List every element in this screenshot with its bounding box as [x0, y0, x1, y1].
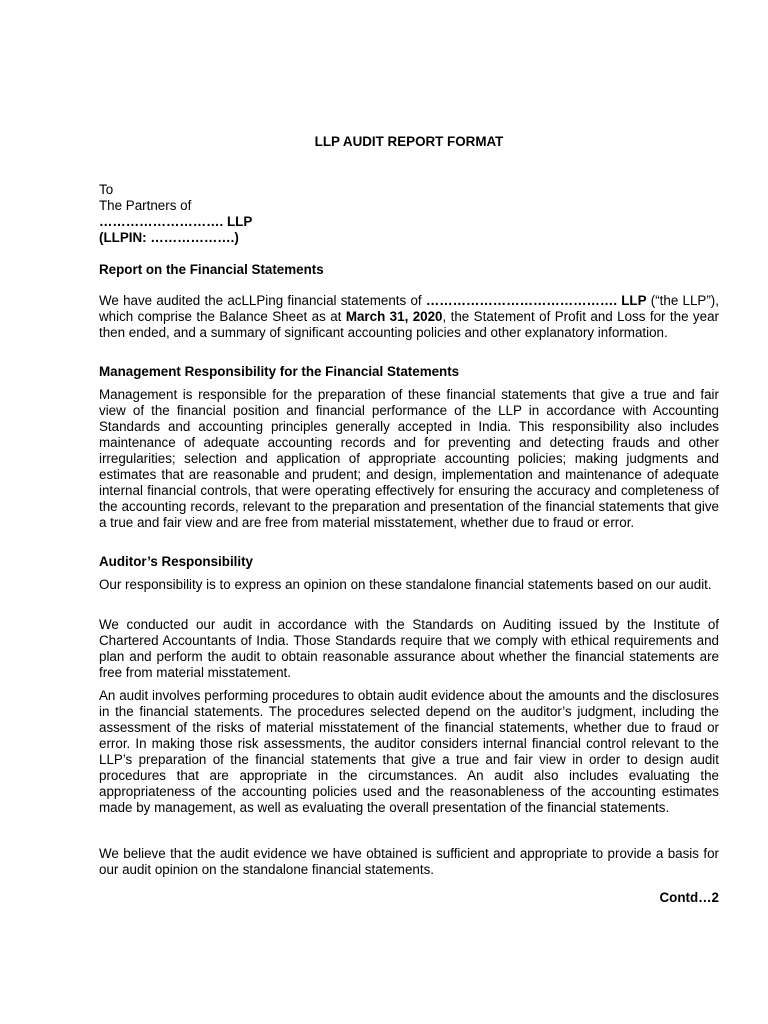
report-intro-text-1: We have audited the acLLPing financial statements of	[99, 293, 426, 308]
paragraph-audit-evidence: We believe that the audit evidence we have obtained is sufficient and appropriate to provide a basis for our audit opinion on the standalone financial statements.	[99, 846, 719, 877]
paragraph-auditor-procedures: An audit involves performing procedures to obtain audit evidence about the amounts and the disclosures in the financial statements. The procedures selected depend on the auditor’s judgment, including the assessment of the risks of material misstatement of the financial statements, whether due to fraud or error. In making those risk assessments, the auditor considers internal financial control relevant to the LLP’s preparation of the financial statements that give a true and fair view in order to design audit procedures that are appropriate in the circumstances. An audit also includes evaluating the appropriateness of the accounting policies used and the reasonableness of the accounting estimates made by management, as well as evaluating the overall presentation of the financial statements.	[99, 688, 719, 815]
report-llp-blank: ……………………………………. LLP	[425, 293, 647, 308]
continued-marker: Contd…2	[659, 890, 719, 905]
paragraph-management-responsibility: Management is responsible for the preparation of these financial statements that give a true and fair view of the financial position and financial performance of the LLP in accordance with Accounting Standards and accounting principles generally accepted in India. This responsibility also includes maintenance of adequate accounting records and for preventing and detecting frauds and other irregularities; selection and application of appropriate accounting policies; making judgments and estimates that are reasonable and prudent; and design, implementation and maintenance of adequate internal financial controls, that were operating effectively for ensuring the accuracy and completeness of the accounting records, relevant to the preparation and presentation of the financial statements that give a true and fair view and are free from material misstatement, whether due to fraud or error.	[99, 387, 719, 530]
addressee-block	[99, 182, 719, 246]
paragraph-auditor-opinion: Our responsibility is to express an opinion on these standalone financial statements based on our audit.	[99, 577, 712, 592]
paragraph-auditor-standards: We conducted our audit in accordance with the Standards on Auditing issued by the Institute of Chartered Accountants of India. Those Standards require that we comply with ethical requirements and plan and perform the audit to obtain reasonable assurance about whether the financial statements are free from material misstatement.	[99, 617, 719, 680]
addressee-partners-of: The Partners of	[99, 198, 192, 213]
heading-management-responsibility: Management Responsibility for the Financial Statements	[99, 364, 460, 379]
paragraph-report-intro	[99, 293, 719, 341]
report-date: March 31, 2020	[345, 309, 443, 324]
report-intro-text-3: , the Statement of Profit and Loss for the year then ended, and a summary of significant accounting policies and other explanatory information.	[99, 309, 719, 340]
llp-name-blank: ………………………. LLP	[99, 214, 253, 229]
report-intro-text-2: (“the LLP”), which comprise the Balance Sheet as at	[99, 293, 719, 324]
heading-auditors-responsibility: Auditor’s Responsibility	[99, 554, 254, 569]
heading-report-financial-statements: Report on the Financial Statements	[99, 262, 324, 277]
addressee-to: To	[99, 182, 114, 197]
document-title: LLP AUDIT REPORT FORMAT	[314, 134, 504, 149]
llpin-blank: (LLPIN: ……………….)	[99, 230, 239, 245]
